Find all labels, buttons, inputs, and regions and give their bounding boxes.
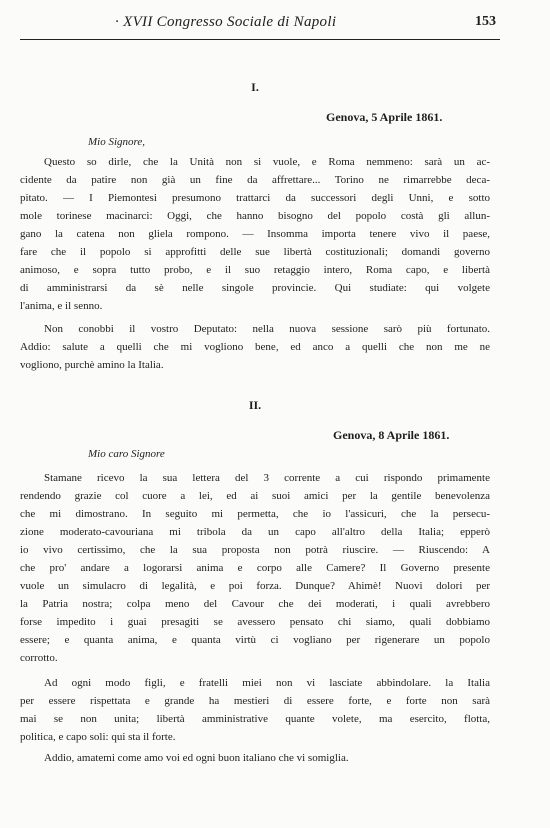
header-rule — [20, 39, 500, 40]
letter-1-salutation: Mio Signore, — [88, 136, 146, 148]
text-line: zione moderato-cavouriana mi tribola da un capo all'altro della Italia; epperò — [20, 526, 490, 538]
letter-1-paragraph-2 — [20, 320, 490, 374]
text-line: forse impedito i guai presagiti se avessero pensato chi siamo, quali dobbiamo — [20, 616, 490, 628]
text-line: mai se non unita; libertà amministrative quante volete, ma esercito, flotta, — [20, 713, 490, 725]
text-line: pitato. — I Piemontesi presumono trattarci da successori degli Unni, e sotto — [20, 192, 490, 204]
text-line: che pro' andare a logorarsi anima e corpo alle Camere? Il Governo presente — [20, 562, 490, 574]
text-line: per essere rispettata e grande ha mestieri di essere forte, e forte non sarà — [20, 695, 490, 707]
text-line: vogliono, purchè amino la Italia. — [20, 359, 164, 371]
text-line: mole torinese macinarci: Oggi, che hanno bisogno del popolo costà gli allun- — [20, 210, 490, 222]
letter-2-salutation: Mio caro Signore — [88, 448, 165, 460]
text-line: essere; e quanta anima, e quanta virtù ci vogliano per rigenerare un popolo — [20, 634, 490, 646]
text-line: animoso, e sopra tutto probo, e il suo retaggio intero, Roma capo, e libertà — [20, 264, 490, 276]
letter-1-number: I. — [251, 80, 259, 94]
text-line: la Patria nostra; colpa meno del Cavour che dei moderati, i quali avrebbero — [20, 598, 490, 610]
text-line: Addio, amatemi come amo voi ed ogni buon italiano che vi somiglia. — [44, 752, 349, 764]
letter-2-paragraph-1 — [20, 469, 490, 667]
letter-2-number: II. — [248, 398, 262, 412]
text-line: Ad ogni modo figli, e fratelli miei non vi lasciate abbindolare. la Italia — [44, 677, 490, 689]
text-line: Addio: salute a quelli che mi vogliono bene, ed anco a quelli che non me ne — [20, 341, 490, 353]
text-line: che mi dimostrano. In seguito mi permetta, che io l'assicuri, che la persecu- — [20, 508, 490, 520]
text-line: cidente da patire non già un fine da affrettare... Torino ne rimarrebbe deca- — [20, 174, 490, 186]
text-line: vuole un simulacro di legalità, e poi forza. Dunque? Ahimè! Nuovi dolori per — [20, 580, 490, 592]
text-line: Questo so dirle, che la Unità non si vuole, e Roma nemmeno: sarà un ac- — [44, 156, 490, 168]
letter-2-paragraph-3 — [20, 749, 490, 767]
text-line: io vivo certissimo, che la sua proposta non potrà riuscire. — Riuscendo: A — [20, 544, 490, 556]
letter-2-paragraph-2 — [20, 674, 490, 746]
running-title: · XVII Congresso Sociale di Napoli — [115, 14, 337, 30]
letter-1-paragraph-1 — [20, 153, 490, 315]
letter-1-dateline: Genova, 5 Aprile 1861. — [326, 110, 443, 124]
text-line: l'anima, e il senno. — [20, 300, 103, 312]
text-line: fare che il popolo si approfitti delle sue libertà costituzionali; domandi governo — [20, 246, 490, 258]
text-line: gano la catena non gliela rompono. — Insomma importa tenere vivo il paese, — [20, 228, 490, 240]
text-line: rendendo grazie col cuore a lei, ed ai suoi amici per la gentile benevolenza — [20, 490, 490, 502]
text-line: politica, e capo soli: qui sta il forte. — [20, 731, 176, 743]
text-line: corrotto. — [20, 652, 58, 664]
text-line: Non conobbi il vostro Deputato: nella nuova sessione sarò più fortunato. — [44, 323, 490, 335]
text-line: Stamane ricevo la sua lettera del 3 corrente a cui rispondo primamente — [44, 472, 490, 484]
text-line: di amministrarsi da sè nelle singole provincie. Qui studiate: qui volgete — [20, 282, 490, 294]
letter-2-dateline: Genova, 8 Aprile 1861. — [333, 428, 450, 442]
running-header — [0, 14, 550, 36]
page-number: 153 — [475, 14, 496, 29]
